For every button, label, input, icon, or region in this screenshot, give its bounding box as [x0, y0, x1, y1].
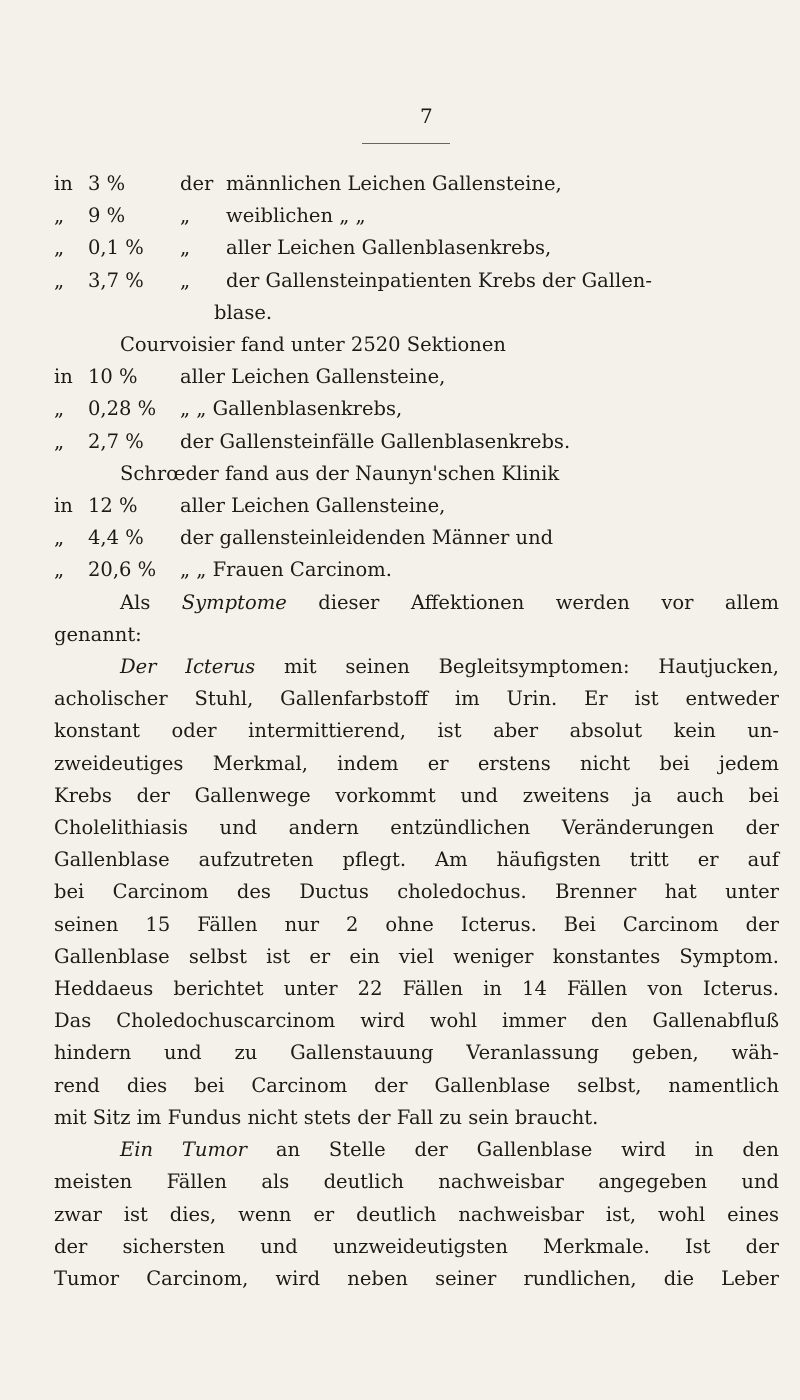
- statistic-row: [54, 168, 779, 200]
- percentage-value: 3 %: [88, 172, 126, 195]
- text-line: Gallenblase aufzutreten pflegt. Am häufigsten tritt er auf: [54, 848, 779, 872]
- symptome-emphasis: Symptome: [181, 590, 287, 614]
- tumor-emphasis: Ein Tumor: [120, 1138, 247, 1162]
- statistic-row: [54, 361, 779, 393]
- statistics-list-3: [54, 490, 779, 587]
- row-text: der Gallensteinpatienten Krebs der Gallen-: [226, 268, 652, 292]
- text-line: zwar ist dies, wenn er deutlich nachweisbar ist, wohl eines: [54, 1202, 779, 1226]
- text-line: seinen 15 Fällen nur 2 ohne Icterus. Bei Carcinom der: [54, 912, 779, 936]
- paragraph-first-line: Der Icterus mit seinen Begleitsymptomen: Hautjucken,: [120, 655, 779, 679]
- row-prefix: in: [54, 365, 73, 389]
- text-line: der sichersten und unzweideutigsten Merkmale. Ist der: [54, 1234, 779, 1258]
- percentage-value: 0,28 %: [88, 397, 157, 421]
- text-line: Krebs der Gallenwege vorkommt und zweitens ja auch bei: [54, 783, 779, 807]
- page-number-rule: [362, 143, 450, 144]
- percentage-value: 2,7 %: [88, 429, 144, 453]
- text-line: Gallenblase selbst ist er ein viel weniger konstantes Symptom.: [54, 944, 779, 968]
- text-line: Cholelithiasis und andern entzündlichen Veränderungen der: [54, 816, 779, 840]
- paragraph-first-line: Ein Tumor an Stelle der Gallenblase wird in den: [120, 1138, 779, 1162]
- tumor-paragraph-lines: [54, 1166, 779, 1295]
- percentage-value: 4,4 %: [88, 526, 144, 550]
- symptome-line: Als Symptome dieser Affektionen werden vor allem: [120, 590, 779, 614]
- percentage-value: 10 %: [88, 365, 138, 389]
- icterus-emphasis: Der Icterus: [120, 655, 256, 679]
- text-line: bei Carcinom des Ductus choledochus. Brenner hat unter: [54, 880, 779, 904]
- page-body: [54, 168, 779, 1295]
- tumor-paragraph: [54, 1134, 779, 1295]
- text-line: meisten Fällen als deutlich nachweisbar angegeben und: [54, 1170, 779, 1194]
- icterus-paragraph-lines: [54, 683, 779, 1134]
- statistic-row: [54, 522, 779, 554]
- row-prefix: „: [54, 558, 65, 582]
- row-prefix: „: [54, 397, 65, 421]
- row-text: „ „ Gallenblasenkrebs,: [180, 397, 403, 421]
- statistic-row: [54, 393, 779, 425]
- row-text: aller Leichen Gallensteine,: [180, 365, 446, 389]
- page-number: 7: [420, 104, 433, 128]
- row-text: aller Leichen Gallenblasenkrebs,: [226, 236, 552, 260]
- text-line: acholischer Stuhl, Gallenfarbstoff im Urin. Er ist entweder: [54, 687, 779, 711]
- statistic-row: [54, 490, 779, 522]
- percentage-value: 20,6 %: [88, 558, 157, 582]
- statistic-row: [54, 200, 779, 232]
- row-prefix: „: [54, 236, 65, 260]
- percentage-value: 3,7 %: [88, 268, 144, 292]
- icterus-paragraph: [54, 651, 779, 1134]
- row-prefix: in: [54, 172, 73, 195]
- statistic-row: [54, 232, 779, 264]
- schroeder-intro: Schrœder fand aus der Naunyn'schen Klinik: [120, 461, 560, 485]
- row-ditto: „: [180, 204, 191, 228]
- statistics-list-1: [54, 168, 779, 297]
- row-prefix: „: [54, 268, 65, 292]
- courvoisier-intro: Courvoisier fand unter 2520 Sektionen: [120, 333, 506, 357]
- statistic-row: [54, 426, 779, 458]
- row-text: „ „ Frauen Carcinom.: [180, 558, 392, 582]
- row-text: weiblichen „ „: [226, 204, 366, 228]
- statistic-row: [54, 554, 779, 586]
- text-line: Heddaeus berichtet unter 22 Fällen in 14 Fällen von Icterus.: [54, 977, 779, 1001]
- row-prefix: in: [54, 494, 73, 518]
- text-line: mit Sitz im Fundus nicht stets der Fall zu sein braucht.: [54, 1105, 599, 1129]
- row-ditto: „: [180, 268, 191, 292]
- statistic-row: [54, 265, 779, 297]
- genannt-line: genannt:: [54, 622, 142, 646]
- row-text: der Gallensteinfälle Gallenblasenkrebs.: [180, 429, 571, 453]
- percentage-value: 0,1 %: [88, 236, 144, 260]
- text-line: Tumor Carcinom, wird neben seiner rundlichen, die Leber: [54, 1266, 779, 1290]
- text-line: hindern und zu Gallenstauung Veranlassung geben, wäh-: [54, 1041, 779, 1065]
- text-line: Das Choledochuscarcinom wird wohl immer den Gallenabfluß: [54, 1009, 779, 1033]
- text-line: zweideutiges Merkmal, indem er erstens nicht bei jedem: [54, 751, 779, 775]
- row-text: der gallensteinleidenden Männer und: [180, 526, 554, 550]
- percentage-value: 12 %: [88, 494, 138, 518]
- row-text: aller Leichen Gallensteine,: [180, 494, 446, 518]
- statistics-list-2: [54, 361, 779, 458]
- row-ditto: der: [180, 172, 214, 195]
- row-prefix: „: [54, 429, 65, 453]
- row-ditto: „: [180, 236, 191, 260]
- statistics-continuation: blase.: [214, 300, 273, 324]
- percentage-value: 9 %: [88, 204, 126, 228]
- text-line: konstant oder intermittierend, ist aber absolut kein un-: [54, 719, 779, 743]
- row-prefix: „: [54, 204, 65, 228]
- text-line: rend dies bei Carcinom der Gallenblase selbst, namentlich: [54, 1073, 779, 1097]
- row-prefix: „: [54, 526, 65, 550]
- row-text: männlichen Leichen Gallensteine,: [226, 172, 562, 195]
